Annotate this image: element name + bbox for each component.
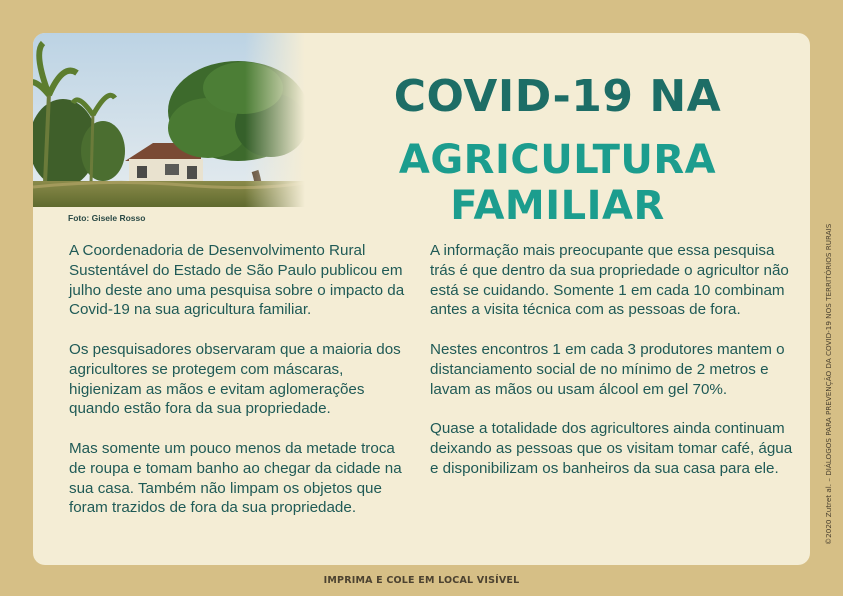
left-paragraph-1: A Coordenadoria de Desenvolvimento Rural Sustentável do Estado de São Paulo publicou em julho deste ano uma pesquisa sobre o impacto da Covid-19 na sua agricultura familiar. <box>69 242 405 319</box>
farmhouse-photo <box>33 33 305 207</box>
left-paragraph-3: Mas somente um pouco menos da metade troca de roupa e tomam banho ao chegar da cidade na sua casa. Também não limpam os objetos que foram trazidos de fora da sua propriedade. <box>69 439 402 517</box>
right-paragraph-3: Quase a totalidade dos agricultores ainda continuam deixando as pessoas que os visitam tomar café, água e disponibilizam os banheiros da sua casa para ele. <box>430 420 793 477</box>
photo-fade-overlay <box>245 33 305 207</box>
left-text-column <box>69 241 409 538</box>
poster-card <box>33 33 810 565</box>
footer-instruction: IMPRIMA E COLE EM LOCAL VISÍVEL <box>323 575 520 586</box>
title-line-1: COVID-19 NA <box>393 71 722 122</box>
right-paragraph-2: Nestes encontros 1 em cada 3 produtores mantem o distanciamento social de no mínimo de 2 metros e lavam as mãos ou usam álcool em gel 70%. <box>430 340 785 398</box>
photo-credit: Foto: Gisele Rosso <box>68 213 146 223</box>
left-paragraph-2: Os pesquisadores observaram que a maioria dos agricultores se protegem com máscaras, higienizam as mãos e evitam aglomerações quando estão fora da sua propriedade. <box>69 340 401 418</box>
side-copyright-note: ©2020 Zutret al. – DIÁLOGOS PARA PREVENÇÃO DA COVID-19 NOS TERRITÓRIOS RURAIS <box>824 223 833 545</box>
right-text-column <box>430 241 800 498</box>
right-paragraph-1: A informação mais preocupante que essa pesquisa trás é que dentro da sua propriedade o agricultor não está se cuidando. Somente 1 em cada 10 combinam antes a visita técnica com as pessoas de fora. <box>430 242 789 319</box>
title-line-2: AGRICULTURA FAMILIAR <box>398 137 717 229</box>
